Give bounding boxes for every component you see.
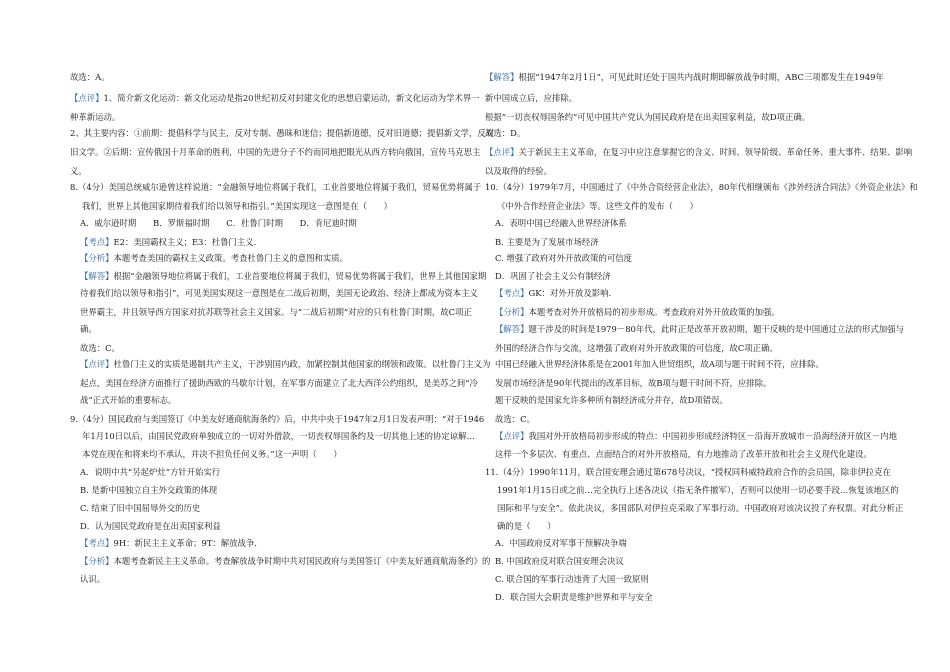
text-line: 旧文学。②后期：宣传俄国十月革命的胜利，中国的先进分子不约而同地把眼光从西方转向俄国，宣传马克思主: [70, 147, 481, 157]
text-line: 种革新运动。: [70, 112, 121, 122]
q8-knowledge-point: 【考点】E2：美国霸权主义；E3：杜鲁门主义.: [80, 237, 257, 247]
q10-solution: 【解答】题干涉及的时间是1979－80年代，此时正是改革开放初期，题干反映的是中国通过立法的形式加强与: [495, 324, 904, 334]
text-line: 以及取得的经验。: [485, 166, 552, 176]
question-11-stem: 国际和平与安全”。依此决议，多国部队对伊拉克采取了军事行动。中国政府对该决议投了弃权票。对此分析正: [497, 503, 904, 513]
analysis-tag: 【分析】: [80, 556, 114, 566]
text-line: 2、其主要内容：①前期：提倡科学与民主，反对专制、愚昧和迷信；提倡新道德，反对旧道德；提倡新文学，反对: [70, 128, 495, 138]
question-9-stem: 年1月10日以后，由国民党政府单独成立的一切对外借款，一切丧权辱国条约及一切其他上述的协定谅解…: [82, 431, 475, 441]
question-8-options: A．威尔逊时期 B．罗斯福时期 C．杜鲁门时期 D．肯尼迪时期: [80, 218, 357, 228]
text-line: 义。: [70, 166, 87, 176]
text-line: 外国的经济合作与交流，这增强了政府对外开放政策的可信度，故C项正确。: [495, 343, 778, 353]
option-d: D．认为国民党政府是在出卖国家利益: [80, 521, 221, 531]
comment-tag: 【点评】: [495, 431, 529, 441]
option-c: C. 联合国的军事行动违背了大国一致原则: [495, 574, 649, 584]
option-a: A．说明中共“另起炉灶”方针开始实行: [80, 467, 221, 477]
answer-line: 故选：C。: [80, 343, 120, 353]
question-9-stem: 本党在现在和将来均不承认，并决不担负任何义务。”这一声明（ ）: [82, 449, 342, 459]
q8-analysis: 【分析】本题考查美国的霸权主义政策。考查杜鲁门主义的意图和实质。: [80, 253, 348, 263]
q10-knowledge-point: 【考点】GK：对外开放及影响.: [495, 288, 612, 298]
option-b: B. 中国政府反对联合国安理会决议: [495, 556, 624, 566]
text-line: 起点，美国在经济方面推行了援助西欧的马歇尔计划，在军事方面建立了北大西洋公约组织，是美苏之间“冷: [80, 378, 478, 388]
option-b: B. 是新中国独立自主外交政策的体现: [80, 485, 218, 495]
text-line: 中国已经融入世界经济体系是在2001年加入世贸组织，故A项与题干时间不符，应排除。: [495, 359, 824, 369]
comment-tag: 【点评】: [485, 147, 519, 157]
question-9-stem: 9.（4分）国民政府与美国签订《中美友好通商航海条约》后，中共中央于1947年2月1日发表声明：“对于1946: [70, 414, 485, 424]
question-10-stem: 《中外合作经营企业法》等。这些文件的发布（ ）: [497, 201, 698, 211]
question-11-stem: 11.（4分）1990年11月，联合国安理会通过第678号决议，“授权同科威特政府合作的会员国，除非伊拉克在: [485, 467, 891, 477]
text-line: 世界霸主，并且领导西方国家对抗苏联等社会主义国家。与“二战后初期”对应的只有杜鲁门时期，故C项正: [80, 307, 472, 317]
question-10-stem: 10.（4分）1979年7月，中国通过了《中外合资经营企业法》，80年代相继颁布《涉外经济合同法》《外资企业法》和: [485, 182, 918, 192]
comment-tag: 【点评】: [80, 359, 114, 369]
text-line: 新中国成立后，应排除。: [485, 93, 578, 103]
text-line: 题干反映的是国家允许多种所有制经济成分并存，故D项错误。: [495, 395, 728, 405]
question-11-stem: 确的是（ ）: [497, 521, 556, 531]
option-c: C. 结束了旧中国屈辱外交的历史: [80, 503, 201, 513]
q9-solution: 【解答】根据“1947年2月1日”，可见此时还处于国共内战时期即解放战争时期，ABC三项都发生在1949年: [485, 72, 884, 82]
text-line: 这样一个多层次、有重点、点面结合的对外开放格局，有力地推动了改革开放和社会主义现代化建设。: [495, 449, 872, 459]
option-d: D．巩固了社会主义公有制经济: [495, 271, 611, 281]
answer-line: 故选：A。: [70, 72, 110, 82]
knowledge-tag: 【考点】: [80, 237, 114, 247]
knowledge-tag: 【考点】: [80, 538, 114, 548]
answer-line: 故选：C。: [495, 414, 535, 424]
solution-tag: 【解答】: [495, 324, 529, 334]
text-line: 确。: [80, 324, 97, 334]
q10-analysis: 【分析】本题考查对外开放格局的初步形成。考查政府对外开放政策的加强。: [495, 307, 780, 317]
analysis-tag: 【分析】: [495, 307, 529, 317]
text-line: 根据“一切丧权辱国条约”可见中国共产党认为国民政府是在出卖国家利益，故D项正确。: [485, 112, 811, 122]
q9-comment: 【点评】关于新民主主义革命，在复习中应注意掌握它的含义、时间、领导阶级、革命任务、重大事件、结果、影响: [485, 147, 913, 157]
solution-tag: 【解答】: [485, 72, 519, 82]
option-d: D．联合国大会职责是维护世界和平与安全: [495, 592, 653, 602]
solution-tag: 【解答】: [80, 271, 114, 281]
text-line: 待着我们给以领导和指引”，可见美国实现这一意图是在二战后初期，美国无论政治、经济上都成为资本主义: [80, 288, 478, 298]
answer-line: 故选：D。: [485, 128, 526, 138]
comment-paragraph: [70, 92, 480, 104]
question-8-stem: 8.（4分）美国总统威尔逊曾这样说道：“金融领导地位将属于我们，工业首要地位将属于我们，贸易优势将属于: [70, 182, 482, 192]
comment-tag: 【点评】: [70, 93, 104, 103]
option-c: C. 增强了政府对外开放政策的可信度: [495, 253, 633, 263]
question-11-stem: 1991年1月15日或之前…完全执行上述各决议（指无条件撤军），否则可以使用一切必要手段…恢复该地区的: [497, 485, 899, 495]
text-line: 战”正式开始的重要标志。: [80, 395, 177, 405]
q9-knowledge-point: 【考点】9H：新民主主义革命；9T：解放战争.: [80, 538, 257, 548]
q8-comment: 【点评】杜鲁门主义的实质是遏制共产主义，干涉别国内政，加紧控制其他国家的纲领和政策。以杜鲁门主义为: [80, 359, 491, 369]
question-8-stem: 我们，世界上其他国家期待着我们给以领导和指引。”美国实现这一意图是在（ ）: [82, 201, 392, 211]
option-a: A．中国政府反对军事干预解决争端: [495, 538, 627, 548]
analysis-tag: 【分析】: [80, 253, 114, 263]
option-b: B. 主要是为了发展市场经济: [495, 237, 599, 247]
q10-comment: 【点评】我国对外开放格局初步形成的特点：中国初步形成经济特区－沿海开放城市－沿海经济开放区－内地: [495, 431, 897, 441]
knowledge-tag: 【考点】: [495, 288, 529, 298]
text-line: 认识。: [80, 574, 106, 584]
q9-analysis: 【分析】本题考查新民主主义革命。考查解放战争时期中共对国民政府与美国签订《中美友好通商航海条约》的: [80, 556, 491, 566]
q8-solution: 【解答】根据“金融领导地位将属于我们，工业首要地位将属于我们，贸易优势将属于我们，世界上其他国家期: [80, 271, 487, 281]
option-a: A．表明中国已经融入世界经济体系: [495, 218, 627, 228]
comment-text: 1、简介新文化运动：新文化运动是指20世纪初反对封建文化的思想启蒙运动，新文化运动为学术界一: [103, 93, 480, 103]
text-line: 发展市场经济是90年代提出的改革目标，故B项与题干时间不符，应排除。: [495, 378, 772, 388]
